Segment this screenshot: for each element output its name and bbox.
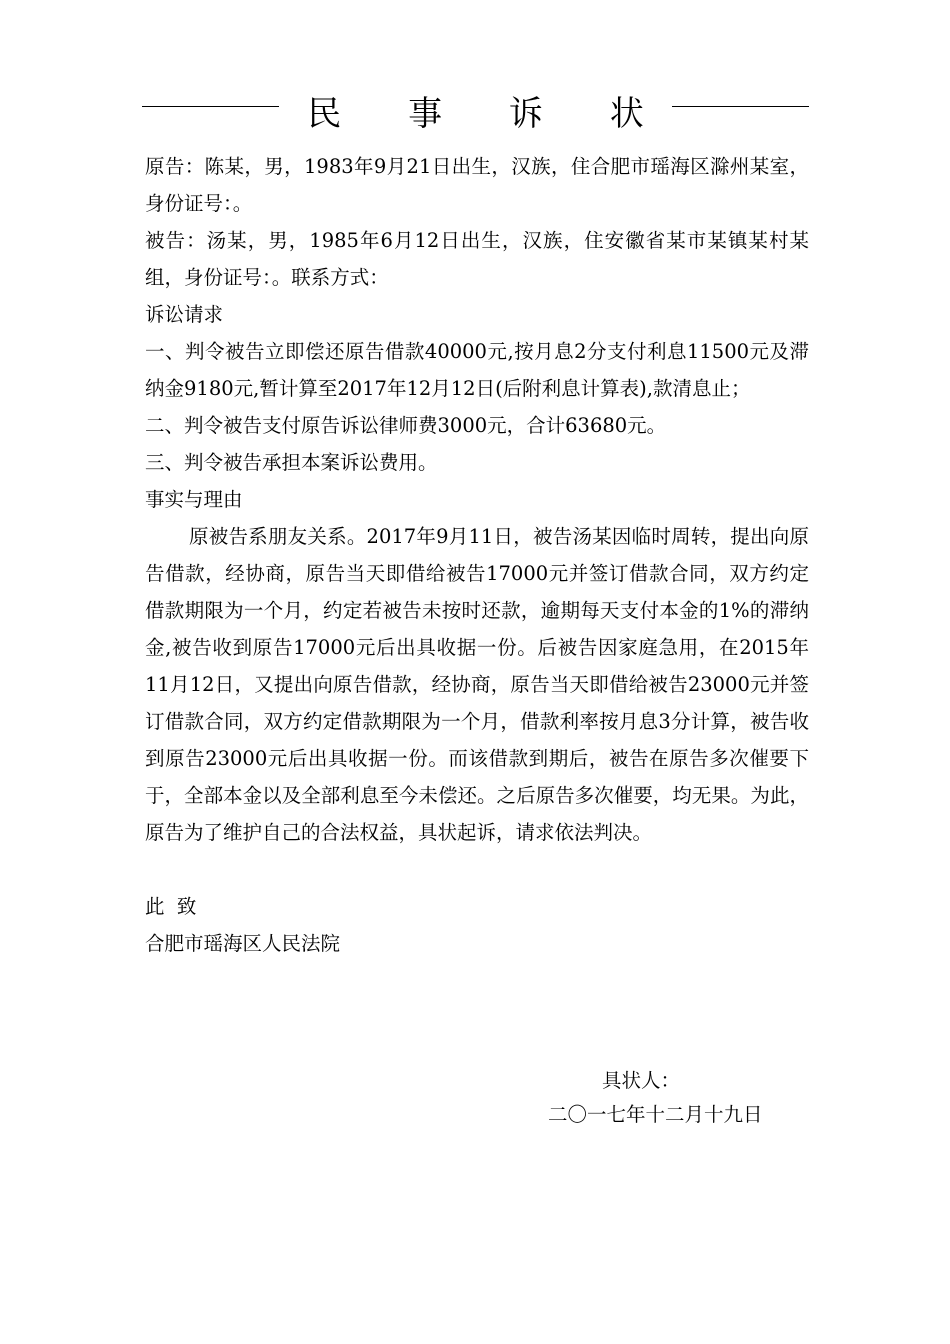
claim-1: 一、判令被告立即偿还原告借款40000元,按月息2分支付利息11500元及滞纳金9180元,暂计算至2017年12月12日(后附利息计算表),款清息止； bbox=[145, 340, 809, 400]
document-title-text: 民 事 诉 状 bbox=[279, 94, 671, 134]
facts-heading: 事实与理由 bbox=[145, 488, 243, 511]
facts-body: 原被告系朋友关系。2017年9月11日，被告汤某因临时周转，提出向原告借款，经协商，原告当天即借给被告17000元并签订借款合同，双方约定借款期限为一个月，约定若被告未按时还款，逾期每天支付本金的1%的滞纳金,被告收到原告17000元后出具收据一份。后被告因家庭急用，在2015年11月12日，又提出向原告借款，经协商，原告当天即借给被告23000元并签订借款合同，双方约定借款期限为一个月，借款利率按月息3分计算，被告收到原告23000元后出具收据一份。而该借款到期后，被告在原告多次催要下于，全部本金以及全部利息至今未偿还。之后原告多次催要，均无果。为此，原告为了维护自己的合法权益，具状起诉，请求依法判决。 bbox=[145, 525, 809, 844]
defendant-info: 被告：汤某，男，1985年6月12日出生，汉族，住安徽省某市某镇某村某组，身份证号：。联系方式： bbox=[145, 229, 809, 289]
signing-date: 二〇一七年十二月十九日 bbox=[548, 1103, 763, 1126]
claim-3: 三、判令被告承担本案诉讼费用。 bbox=[145, 451, 438, 474]
document-body bbox=[145, 148, 809, 962]
signer-label: 具状人： bbox=[602, 1069, 681, 1092]
plaintiff-info: 原告：陈某，男，1983年9月21日出生，汉族，住合肥市瑶海区滁州某室，身份证号：。 bbox=[145, 155, 809, 215]
spacer bbox=[145, 851, 809, 888]
salutation: 此 致 bbox=[145, 895, 197, 918]
claim-2: 二、判令被告支付原告诉讼律师费3000元，合计63680元。 bbox=[145, 414, 667, 437]
document-title bbox=[142, 92, 809, 136]
court-name: 合肥市瑶海区人民法院 bbox=[145, 932, 341, 955]
claims-heading: 诉讼请求 bbox=[145, 303, 224, 326]
